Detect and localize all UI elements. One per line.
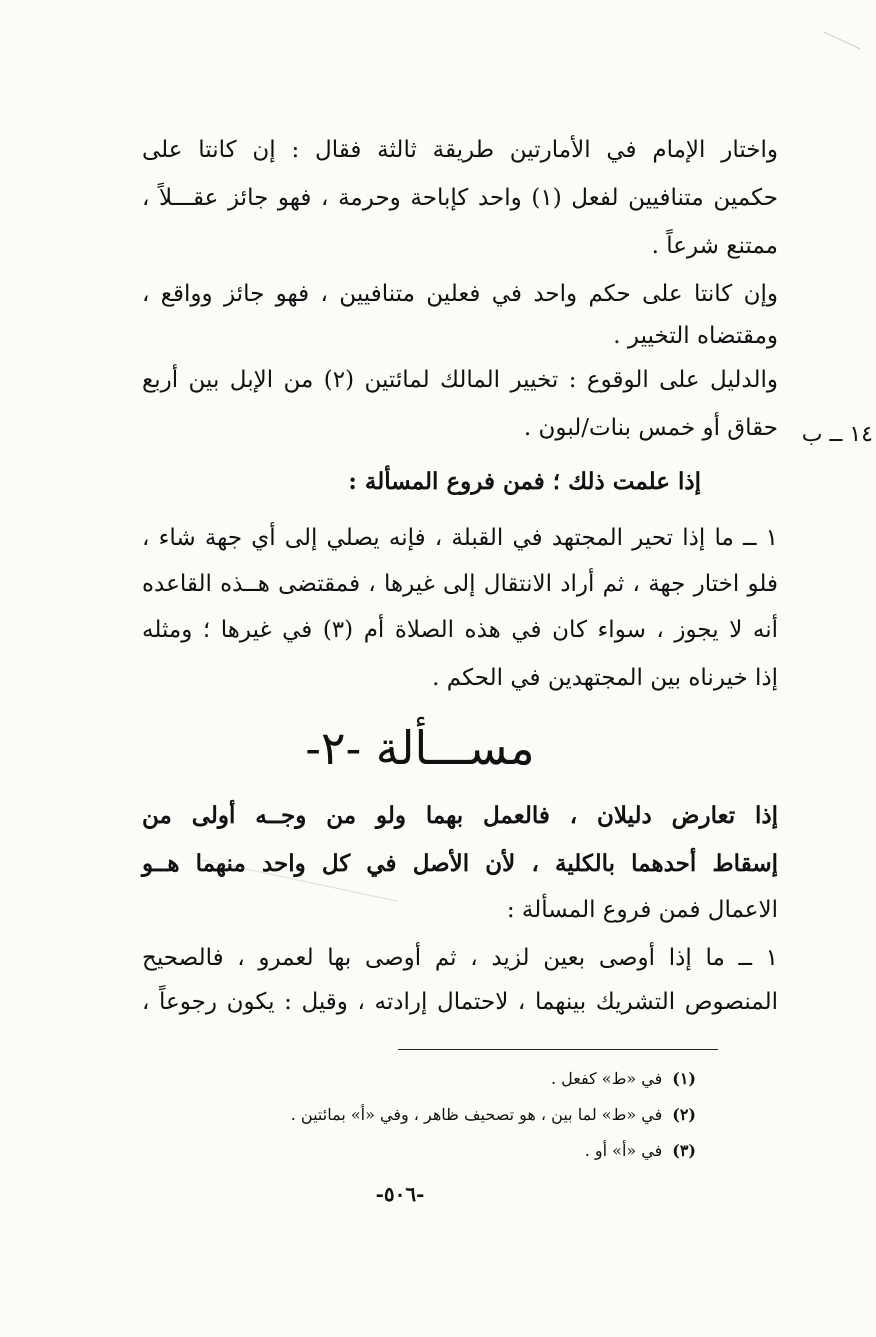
footnote-text: في «ط» لما بين ، هو تصحيف ظاهر ، وفي «أ» بمائتين . <box>290 1105 663 1124</box>
body-line: إذا خيرناه بين المجتهدين في الحكم . <box>432 665 778 691</box>
footnote <box>551 1066 696 1092</box>
body-line: ١ ــ ما إذا تحير المجتهد في القبلة ، فإنه يصلي إلى أي جهة شاء ، <box>142 525 778 551</box>
body-line: ١ ــ ما إذا أوصى بعين لزيد ، ثم أوصى بها لعمرو ، فالصحيح <box>142 945 778 971</box>
page-number: -٥٠٦- <box>375 1182 425 1206</box>
footnote <box>585 1138 696 1164</box>
margin-folio-note: ١٤ ــ ب <box>801 422 873 447</box>
body-line: أنه لا يجوز ، سواء كان في هذه الصلاة أم (٣) في غيرها ؛ ومثله <box>142 617 778 643</box>
body-line: واختار الإمام في الأمارتين طريقة ثالثة فقال : إن كانتا على <box>142 137 778 163</box>
footnote-number: (٣) <box>672 1141 696 1160</box>
body-line: والدليل على الوقوع : تخيير المالك لمائتين (٢) من الإبل بين أربع <box>142 367 778 393</box>
body-line: إسقاط أحدهما بالكلية ، لأن الأصل في كل واحد منهما هــو <box>142 850 778 877</box>
body-line: ومقتضاه التخيير . <box>613 323 778 349</box>
body-line: حكمين متنافيين لفعل (١) واحد كإباحة وحرمة ، فهو جائز عقـــلاً ، <box>142 185 778 211</box>
body-line: حقاق أو خمس بنات/لبون . <box>523 415 778 441</box>
body-line: فلو اختار جهة ، ثم أراد الانتقال إلى غيرها ، فمقتضى هــذه القاعده <box>142 571 778 597</box>
footnote-number: (١) <box>672 1069 696 1088</box>
footnote-text: في «أ» أو . <box>584 1141 663 1160</box>
section-heading: مســـألة -٢- <box>305 721 535 775</box>
scan-artifact <box>824 32 861 50</box>
footnote <box>291 1102 696 1128</box>
body-line: ممتنع شرعاً . <box>651 233 778 259</box>
footnote-text: في «ط» كفعل . <box>551 1069 663 1088</box>
footnote-separator <box>398 1049 718 1050</box>
body-line: المنصوص التشريك بينهما ، لاحتمال إرادته ، وقيل : يكون رجوعاً ، <box>142 989 778 1015</box>
subheading-line: إذا علمت ذلك ؛ فمن فروع المسألة : <box>348 468 701 495</box>
body-line: الاعمال فمن فروع المسألة : <box>506 897 778 923</box>
footnote-number: (٢) <box>672 1105 696 1124</box>
body-line: إذا تعارض دليلان ، فالعمل بهما ولو من وجــه أولى من <box>142 802 778 829</box>
body-line: وإن كانتا على حكم واحد في فعلين متنافيين ، فهو جائز وواقع ، <box>142 281 778 307</box>
